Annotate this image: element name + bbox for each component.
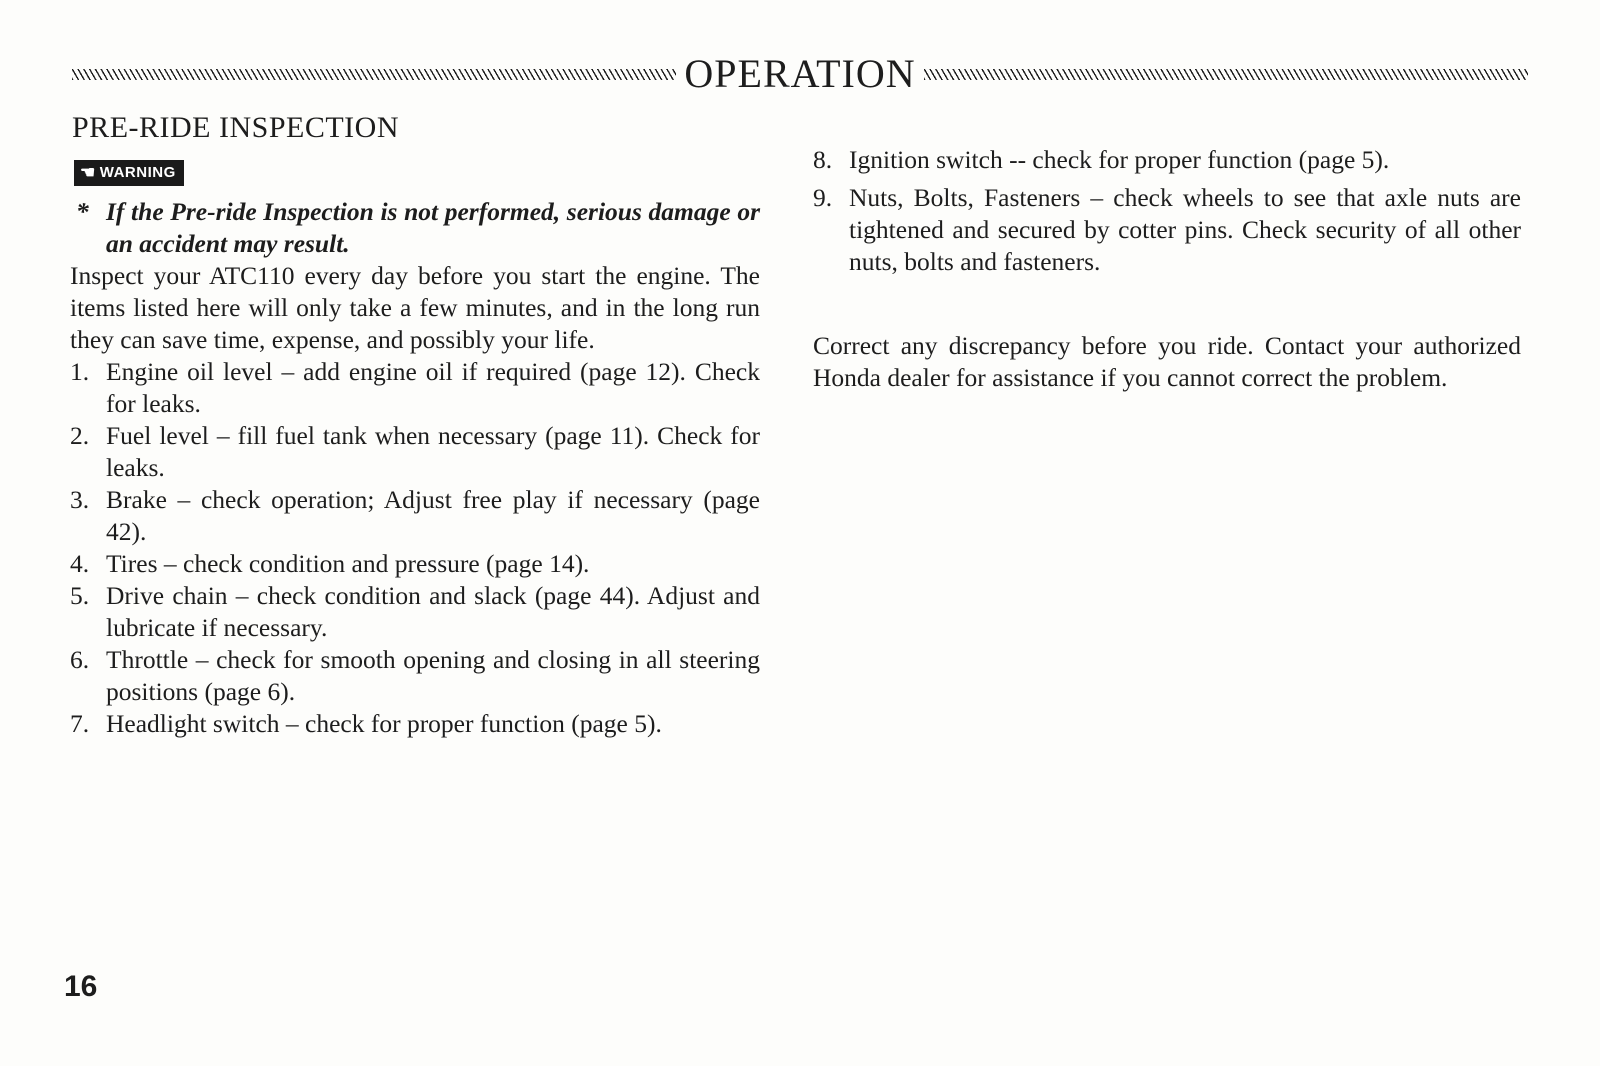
list-item: 1. Engine oil level – add engine oil if required (page 12). Check for leaks. <box>70 357 760 418</box>
list-item: 4. Tires – check condition and pressure (page 14). <box>70 549 590 578</box>
list-item: 9. Nuts, Bolts, Fasteners – check wheels to see that axle nuts are tightened and secured by cotter pins. Check security of all other nuts, bolts and fasteners. <box>813 183 1521 276</box>
hand-icon: ☚ <box>80 163 96 182</box>
list-item: 5. Drive chain – check condition and slack (page 44). Adjust and lubricate if necessary. <box>70 581 760 642</box>
inspection-list-left <box>70 356 760 740</box>
inspection-list-right <box>813 144 1521 278</box>
page-title: PRE-RIDE INSPECTION <box>72 111 400 144</box>
header-rule-left <box>72 69 676 80</box>
list-item: 8. Ignition switch -- check for proper function (page 5). <box>813 145 1390 174</box>
intro-paragraph: Inspect your ATC110 every day before you start the engine. The items listed here will only take a few minutes, and in the long run they can save time, expense, and possibly your life. <box>70 261 760 354</box>
closing-paragraph: Correct any discrepancy before you ride. Contact your authorized Honda dealer for assistance if you cannot correct the problem. <box>813 331 1521 392</box>
list-item: 7. Headlight switch – check for proper function (page 5). <box>70 709 662 738</box>
section-header <box>72 48 1528 100</box>
warning-label: WARNING <box>99 164 176 181</box>
list-item: 3. Brake – check operation; Adjust free play if necessary (page 42). <box>70 485 760 546</box>
list-item: 2. Fuel level – fill fuel tank when necessary (page 11). Check for leaks. <box>70 421 760 482</box>
warning-star: * <box>76 197 89 226</box>
warning-message: If the Pre-ride Inspection is not performed, serious damage or an accident may result. <box>106 197 760 258</box>
left-column <box>70 108 760 740</box>
warning-text <box>76 196 760 260</box>
header-rule-right <box>924 69 1528 80</box>
right-column <box>813 144 1521 394</box>
section-title: OPERATION <box>684 51 916 96</box>
page-number: 16 <box>64 970 98 1003</box>
warning-badge <box>74 160 184 186</box>
list-item: 6. Throttle – check for smooth opening and closing in all steering positions (page 6). <box>70 645 760 706</box>
